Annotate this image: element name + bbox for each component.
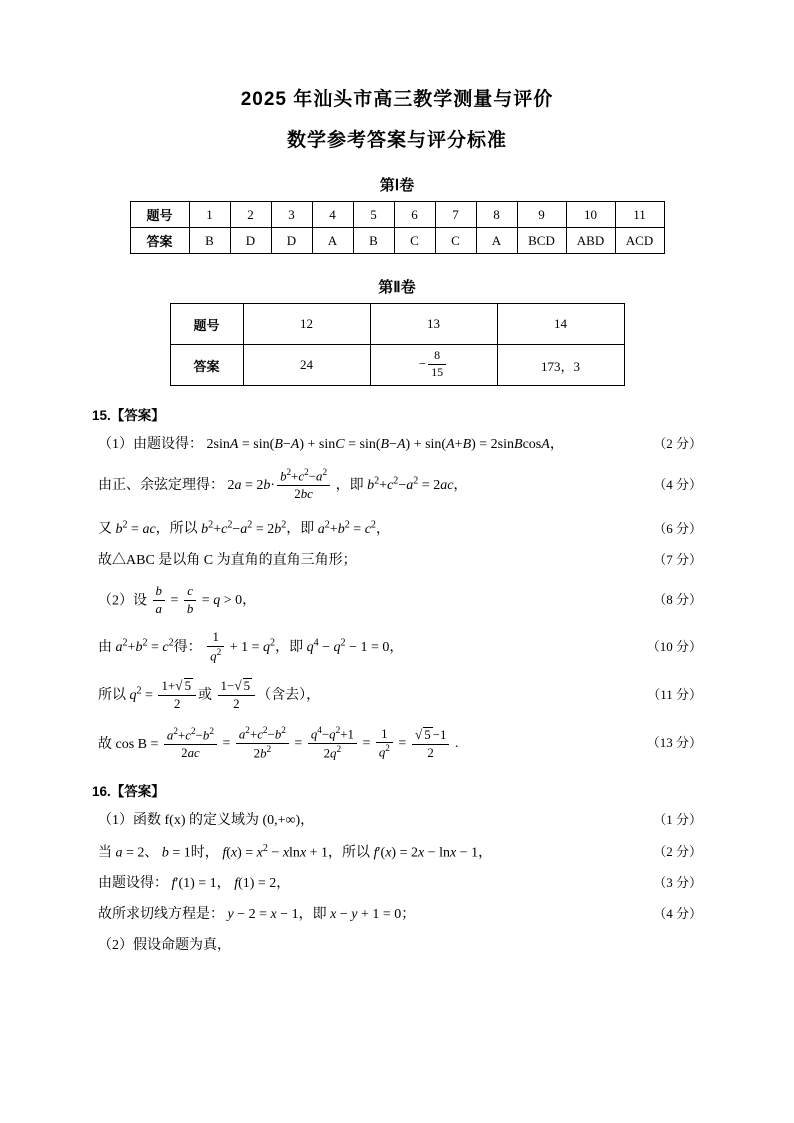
question-16-block bbox=[92, 780, 702, 957]
q15-line-8 bbox=[92, 727, 702, 762]
cell-a7: C bbox=[435, 228, 476, 254]
table-header-answer: 答案 bbox=[130, 228, 189, 254]
cell-q3: 3 bbox=[271, 202, 312, 228]
q15-line-6-mid2: ，即 bbox=[275, 640, 304, 656]
cell-q4: 4 bbox=[312, 202, 353, 228]
q16-line-2-body: 当 a = 2、 b = 1时， $f(x) = x^2 - xlnx + 1$，所以 f′(x) = 2x − lnx − 1， bbox=[98, 842, 493, 861]
q15-line-2-body bbox=[92, 469, 630, 503]
cell-a2: D bbox=[230, 228, 271, 254]
cell-a5: B bbox=[353, 228, 394, 254]
table-header-question: 题号 bbox=[130, 202, 189, 228]
cell-a4: A bbox=[312, 228, 353, 254]
table-row bbox=[130, 228, 664, 254]
cell-a10: ABD bbox=[566, 228, 615, 254]
q15-line-1-math: 2sinA = sin(B−A) + sinC = sin(B−A) + sin(A+B) = 2sinBcosA， bbox=[206, 437, 564, 452]
q15-line-2 bbox=[92, 469, 702, 503]
q16-line-2 bbox=[92, 841, 702, 864]
q16-line-4-points: （4 分） bbox=[653, 906, 702, 922]
q16-line-3-points: （3 分） bbox=[653, 875, 702, 891]
q15-line-5 bbox=[92, 585, 702, 618]
q15-line-6-prefix: 由 bbox=[98, 640, 112, 656]
q15-line-3-points: （6 分） bbox=[653, 520, 702, 536]
q15-line-3-body: 又 $b^2$ = ac，所以 $b^2+c^2-a^2 = 2b^2$，即 $a^2+b^2 = c^2$， bbox=[98, 518, 390, 537]
q16-line-3 bbox=[92, 873, 702, 894]
minus-sign: − bbox=[418, 355, 427, 371]
table-row bbox=[170, 345, 624, 386]
cell-a11: ACD bbox=[615, 228, 664, 254]
fraction-8-15 bbox=[428, 349, 446, 379]
q15-line-7-points: （11 分） bbox=[647, 687, 702, 703]
cell-a8: A bbox=[476, 228, 517, 254]
cell-a1: B bbox=[189, 228, 230, 254]
cell-q6: 6 bbox=[394, 202, 435, 228]
q16-line-1 bbox=[92, 810, 702, 831]
q15-line-5-points: （8 分） bbox=[653, 592, 702, 608]
cell-q14: 14 bbox=[497, 304, 624, 345]
q15-line-6 bbox=[92, 631, 702, 665]
answer-table-volume-2 bbox=[170, 303, 625, 386]
table-row bbox=[170, 304, 624, 345]
q16-line-2-points: （2 分） bbox=[653, 844, 702, 860]
q15-line-7 bbox=[92, 679, 702, 713]
cell-a14: 173，3 bbox=[497, 345, 624, 386]
q15-line-6-mid: 得： bbox=[173, 640, 202, 656]
cell-q1: 1 bbox=[189, 202, 230, 228]
q15-line-3-mid2: ，即 bbox=[286, 521, 315, 537]
q15-line-8-prefix: 故 cos B = bbox=[98, 736, 159, 752]
q16-line-1-points: （1 分） bbox=[653, 811, 702, 827]
q15-line-2-math2: $b^2+c^2-a^2 = 2ac$， bbox=[367, 475, 468, 494]
q16-line-4-body: 故所求切线方程是： y − 2 = x − 1，即 x − y + 1 = 0； bbox=[98, 907, 416, 923]
section-label-volume-1: 第Ⅰ卷 bbox=[379, 177, 415, 194]
cell-q10: 10 bbox=[566, 202, 615, 228]
cell-q9: 9 bbox=[517, 202, 566, 228]
q15-line-4-body: 故△ABC 是以角 C 为直角的直角三角形； bbox=[98, 552, 357, 568]
cell-a13 bbox=[370, 345, 497, 386]
fraction-numerator: 8 bbox=[428, 349, 446, 365]
q16-line-5-body: （2）假设命题为真， bbox=[98, 938, 231, 954]
question-16-heading: 16.【答案】 bbox=[92, 783, 165, 799]
cell-q8: 8 bbox=[476, 202, 517, 228]
q15-line-2-prefix: 由正、余弦定理得： bbox=[98, 478, 224, 494]
q15-line-4-points: （7 分） bbox=[653, 551, 702, 567]
q15-line-5-body: （2）设 $\frac{b}{a}$ = $\frac{c}{b}$ = q > 0， bbox=[98, 583, 257, 616]
cell-a12: 24 bbox=[243, 345, 370, 386]
q15-line-1-prefix: （1）由题设得： bbox=[98, 437, 203, 452]
q15-line-4 bbox=[92, 550, 702, 571]
cell-q13: 13 bbox=[370, 304, 497, 345]
cell-q7: 7 bbox=[435, 202, 476, 228]
table-header-question-2: 题号 bbox=[170, 304, 243, 345]
q16-line-4 bbox=[92, 904, 702, 925]
q15-line-1 bbox=[92, 434, 702, 455]
q15-line-1-points: （2 分） bbox=[653, 436, 702, 451]
q16-line-3-body: 由题设得： f′(1) = 1， f(1) = 2， bbox=[98, 876, 291, 892]
q15-line-2-math: 2a = 2b· $\frac{b^2+c^2-a^2}{2bc}$ bbox=[228, 478, 336, 493]
table-row bbox=[130, 202, 664, 228]
q15-line-7-suffix: （含去）， bbox=[257, 688, 321, 704]
q15-line-7-mid: 或 bbox=[198, 688, 213, 704]
page-title-line2: 数学参考答案与评分标准 bbox=[286, 130, 507, 151]
q15-line-1-body bbox=[92, 434, 630, 455]
question-15-heading: 15.【答案】 bbox=[92, 408, 165, 423]
answer-table-volume-1 bbox=[130, 201, 665, 254]
section-label-volume-2: 第Ⅱ卷 bbox=[378, 279, 416, 296]
q15-line-8-body: 故 cos B = $\frac{a^2+c^2-b^2}{2ac}$ = $\frac{a^2+c^2-b^2}{2b^2}$ = $\frac{q^4-q^2+1}{2q^2}$ = $\frac{1}{q^2}$ = $\frac{√ 5 -1}{2}$ . bbox=[98, 725, 459, 761]
q15-line-6-body: 由 $a^2+b^2 = c^2$得： $\frac{1}{q^2}$ + $1 = q^2$，即 $q^4 - q^2 - 1 = 0$， bbox=[98, 630, 404, 664]
q15-line-3 bbox=[92, 517, 702, 540]
q15-line-5-prefix: （2）设 bbox=[98, 593, 147, 609]
q15-line-7-body: 所以 $q^2$ = $\frac{1+√ 5}{2}$ 或 $\frac{1-√ 5}{2}$ （含去）， bbox=[98, 678, 321, 712]
q15-line-7-prefix: 所以 bbox=[98, 688, 126, 704]
q15-line-2-mid: ，即 bbox=[335, 478, 364, 494]
q16-line-5 bbox=[92, 935, 702, 956]
cell-q5: 5 bbox=[353, 202, 394, 228]
q15-line-2-points: （4 分） bbox=[653, 477, 702, 493]
cell-a9: BCD bbox=[517, 228, 566, 254]
cell-q2: 2 bbox=[230, 202, 271, 228]
q15-line-3-mid: ，所以 bbox=[155, 521, 198, 537]
table-header-answer-2: 答案 bbox=[170, 345, 243, 386]
q15-line-6-points: （10 分） bbox=[646, 639, 702, 655]
q16-line-1-body: （1）函数 f(x) 的定义域为 (0,+∞)， bbox=[98, 812, 315, 828]
q15-line-3-prefix: 又 bbox=[98, 521, 112, 537]
question-15-block bbox=[92, 404, 702, 762]
cell-q12: 12 bbox=[243, 304, 370, 345]
cell-q11: 11 bbox=[615, 202, 664, 228]
cell-a3: D bbox=[271, 228, 312, 254]
page-title-line1: 2025 年汕头市高三教学测量与评价 bbox=[240, 89, 554, 110]
fraction-denominator: 15 bbox=[431, 364, 444, 379]
q15-line-8-points: （13 分） bbox=[646, 735, 702, 751]
cell-a6: C bbox=[394, 228, 435, 254]
